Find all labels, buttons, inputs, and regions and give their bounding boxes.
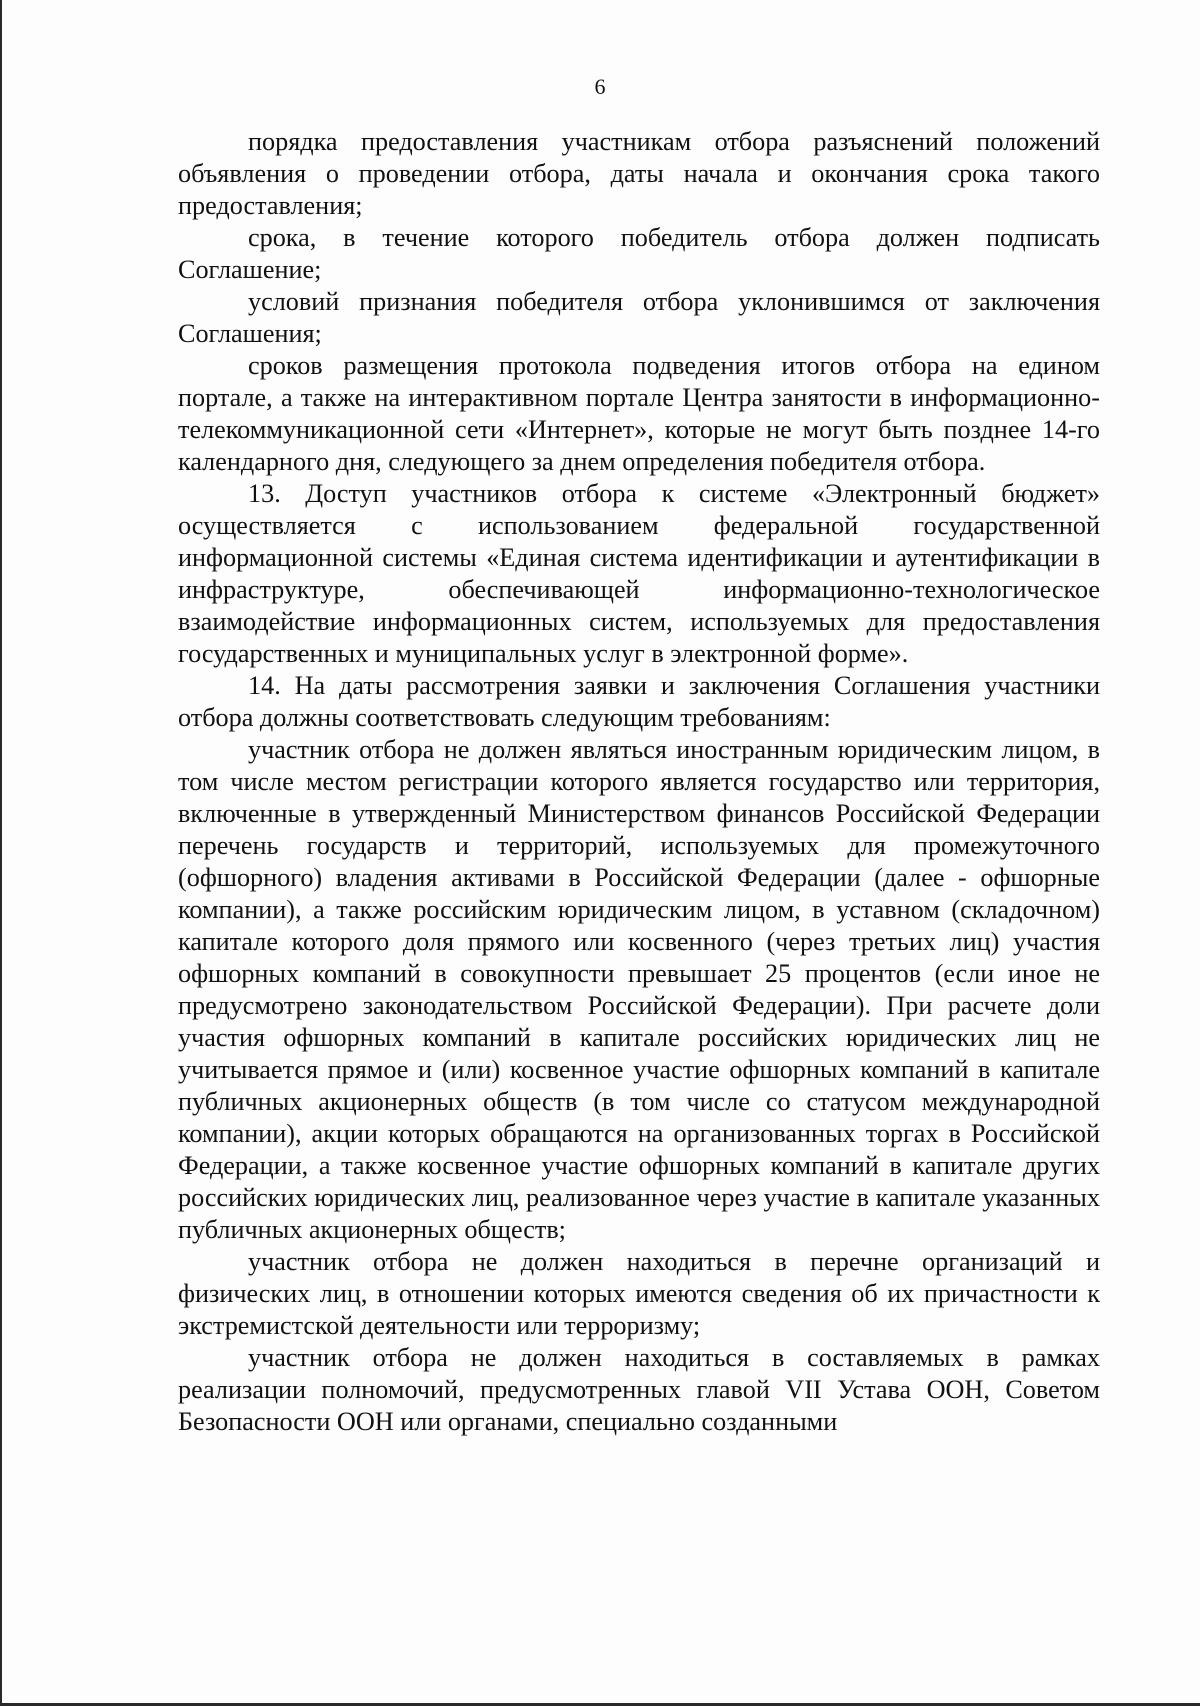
paragraph-13-system-access: 13. Доступ участников отбора к системе «Электронный бюджет» осуществляется с использованием федеральной государственной информационной системы «Единая система идентификации и аутентификации в инфраструктуре, обеспечивающей информационно-технологическое взаимодействие информационных систем, используемых для предоставления государственных и муниципальных услуг в электронной форме». — [178, 479, 1100, 668]
body-text — [178, 126, 1100, 1438]
paragraph-protocol-placement: сроков размещения протокола подведения итогов отбора на едином портале, а также на интерактивном портале Центра занятости в информационно-телекоммуникационной сети «Интернет», которые не могут быть позднее 14-го календарного дня, следующего за днем определения победителя отбора. — [178, 351, 1100, 476]
paragraph-un-list-requirement: участник отбора не должен находиться в составляемых в рамках реализации полномочий, предусмотренных главой VII Устава ООН, Советом Безопасности ООН или органами, специально созданными — [178, 1343, 1100, 1436]
paragraph-evasion-conditions: условий признания победителя отбора уклонившимся от заключения Соглашения; — [178, 287, 1100, 348]
paragraph-offshore-requirement: участник отбора не должен являться иностранным юридическим лицом, в том числе местом регистрации которого является государство или территория, включенные в утвержденный Министерством финансов Российской Федерации перечень государств и территорий, используемых для промежуточного (офшорного) владения активами в Российской Федерации (далее - офшорные компании), а также российским юридическим лицом, в уставном (складочном) капитале которого доля прямого или косвенного (через третьих лиц) участия офшорных компаний в совокупности превышает 25 процентов (если иное не предусмотрено законодательством Российской Федерации). При расчете доли участия офшорных компаний в капитале российских юридических лиц не учитывается прямое и (или) косвенное участие офшорных компаний в капитале публичных акционерных обществ (в том числе со статусом международной компании), акции которых обращаются на организованных торгах в Российской Федерации, а также косвенное участие офшорных компаний в капитале других российских юридических лиц, реализованное через участие в капитале указанных публичных акционерных обществ; — [178, 735, 1100, 1244]
paragraph-signing-term: срока, в течение которого победитель отбора должен подписать Соглашение; — [178, 223, 1100, 284]
page-number: 6 — [594, 74, 606, 99]
scan-edge-left — [0, 0, 2, 1706]
paragraph-extremism-requirement: участник отбора не должен находиться в перечне организаций и физических лиц, в отношении которых имеются сведения об их причастности к экстремистской деятельности или терроризму; — [178, 1247, 1100, 1340]
paragraph-14-requirements: 14. На даты рассмотрения заявки и заключения Соглашения участники отбора должны соответствовать следующим требованиям: — [178, 671, 1100, 732]
paragraph-clarification-order: порядка предоставления участникам отбора разъяснений положений объявления о проведении отбора, даты начала и окончания срока такого предоставления; — [178, 127, 1100, 220]
